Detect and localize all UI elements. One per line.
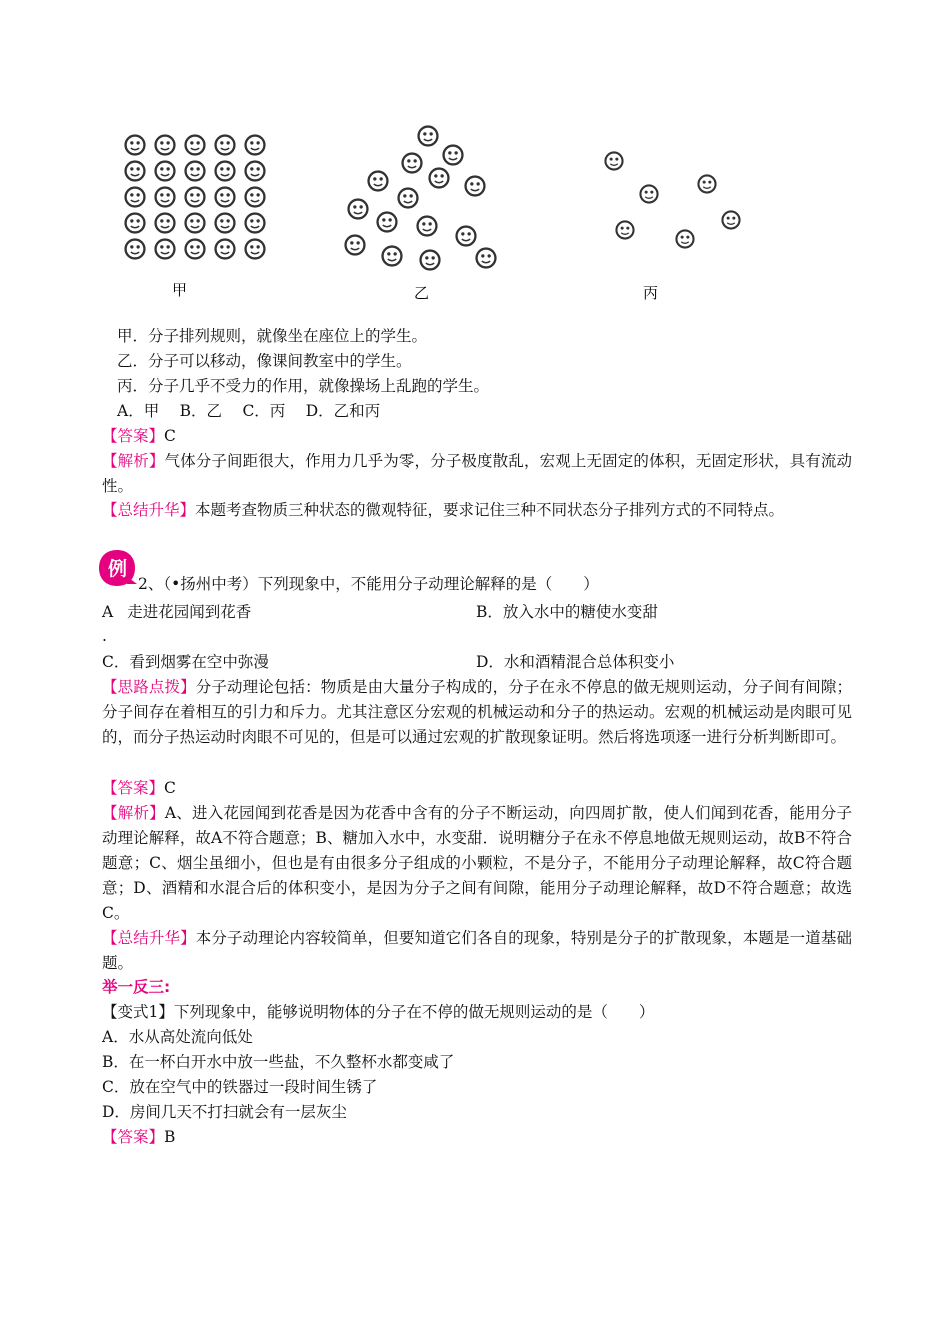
q2-option-a-dot: . [102,627,107,645]
molecule-icon [156,240,175,259]
molecule-icon [156,136,175,155]
molecule-icon [419,127,438,146]
q2-option-d: D．水和酒精混合总体积变小 [476,653,675,671]
molecule-icon [444,146,463,165]
molecule-icon [126,162,145,181]
molecule-icon [698,175,715,192]
desc-liquid: 乙．分子可以移动，像课间教室中的学生。 [117,352,412,370]
molecule-icon [126,240,145,259]
label-solid: 甲 [172,281,188,299]
variant-option-d: D．房间几天不打扫就会有一层灰尘 [102,1103,347,1121]
molecule-icon [216,214,235,233]
section-heading: 举一反三: [102,978,171,996]
example-badge-icon [97,548,137,588]
svg-text:例: 例 [108,558,128,580]
liquid-molecules [346,127,496,270]
molecule-icon [126,136,145,155]
molecule-icon [246,136,265,155]
molecule-states-figure [100,118,780,318]
molecule-icon [126,188,145,207]
molecule-icon [216,188,235,207]
q2-option-c: C．看到烟雾在空中弥漫 [102,653,269,671]
molecule-icon [616,221,633,238]
desc-gas: 丙．分子几乎不受力的作用，就像操场上乱跑的学生。 [117,377,490,395]
q2-answer: 【答案】C [102,779,176,797]
molecule-icon [246,240,265,259]
molecule-icon [126,214,145,233]
q2-hint: 【思路点拨】分子动理论包括：物质是由大量分子构成的，分子在永不停息的做无规则运动，分子间有间隙；分子间存在着相互的引力和斥力。尤其注意区分宏观的机械运动和分子的热运动。宏观的机械运动是肉眼可见的，而分子热运动时肉眼不可见的，但是可以通过宏观的扩散现象证明。然后将选项逐一进行分析判断即可。 [102,678,852,746]
molecule-icon [457,227,476,246]
molecule-icon [186,240,205,259]
molecule-icon [640,185,657,202]
q2-option-b: B．放入水中的糖使水变甜 [476,603,658,621]
molecule-icon [156,214,175,233]
molecule-icon [430,169,449,188]
q2-stem: 2、（•扬州中考）下列现象中，不能用分子动理论解释的是（ ） [138,575,599,593]
molecule-icon [378,213,397,232]
molecule-icon [722,211,739,228]
molecule-icon [246,188,265,207]
q2-analysis: 【解析】A、进入花园闻到花香是因为花香中含有的分子不断运动，向四周扩散，使人们闻到花香，能用分子动理论解释，故A不符合题意；B、糖加入水中，水变甜．说明糖分子在永不停息地做无规则运动，故B不符合题意；C、烟尘虽细小，但也是有由很多分子组成的小颗粒，不是分子，不能用分子动理论解释，故C符合题意；D、酒精和水混合后的体积变小，是因为分子之间有间隙，能用分子动理论解释，故D不符合题意；故选C。 [102,804,852,922]
molecule-icon [246,214,265,233]
molecule-icon [216,162,235,181]
q1-summary: 【总结升华】本题考查物质三种状态的微观特征，要求记住三种不同状态分子排列方式的不同特点。 [102,501,785,519]
gas-molecules [605,152,739,247]
label-liquid: 乙 [414,284,430,302]
molecule-icon [186,214,205,233]
molecule-icon [477,249,496,268]
molecule-icon [156,162,175,181]
variant-option-b: B．在一杯白开水中放一些盐，不久整杯水都变咸了 [102,1053,455,1071]
molecule-icon [246,162,265,181]
variant-option-c: C．放在空气中的铁器过一段时间生锈了 [102,1078,378,1096]
molecule-icon [605,152,622,169]
molecule-icon [676,230,693,247]
label-gas: 丙 [643,284,659,302]
molecule-icon [418,217,437,236]
molecule-icon [156,188,175,207]
molecule-icon [399,189,418,208]
molecule-icon [186,136,205,155]
molecule-icon [383,247,402,266]
molecule-icon [421,251,440,270]
molecule-icon [216,240,235,259]
q2-summary: 【总结升华】本分子动理论内容较简单，但要知道它们各自的现象，特别是分子的扩散现象，本题是一道基础题。 [102,929,852,972]
q1-analysis: 【解析】气体分子间距很大，作用力几乎为零，分子极度散乱，宏观上无固定的体积，无固定形状，具有流动性。 [102,452,852,495]
variant-answer: 【答案】B [102,1128,176,1146]
q1-choices: A．甲 B．乙 C．丙 D．乙和丙 [117,402,381,420]
molecule-icon [466,177,485,196]
molecule-icon [369,172,388,191]
molecule-icon [349,200,368,219]
q1-answer: 【答案】C [102,427,176,445]
variant-option-a: A．水从高处流向低处 [102,1028,253,1046]
molecule-icon [346,236,365,255]
molecule-icon [403,154,422,173]
molecule-icon [216,136,235,155]
solid-molecules [126,136,265,259]
desc-solid: 甲．分子排列规则，就像坐在座位上的学生。 [117,327,428,345]
molecule-icon [186,162,205,181]
molecule-icon [186,188,205,207]
variant-stem: 【变式1】下列现象中，能够说明物体的分子在不停的做无规则运动的是（ ） [102,1003,655,1021]
q2-option-a: A 走进花园闻到花香 [102,603,252,621]
